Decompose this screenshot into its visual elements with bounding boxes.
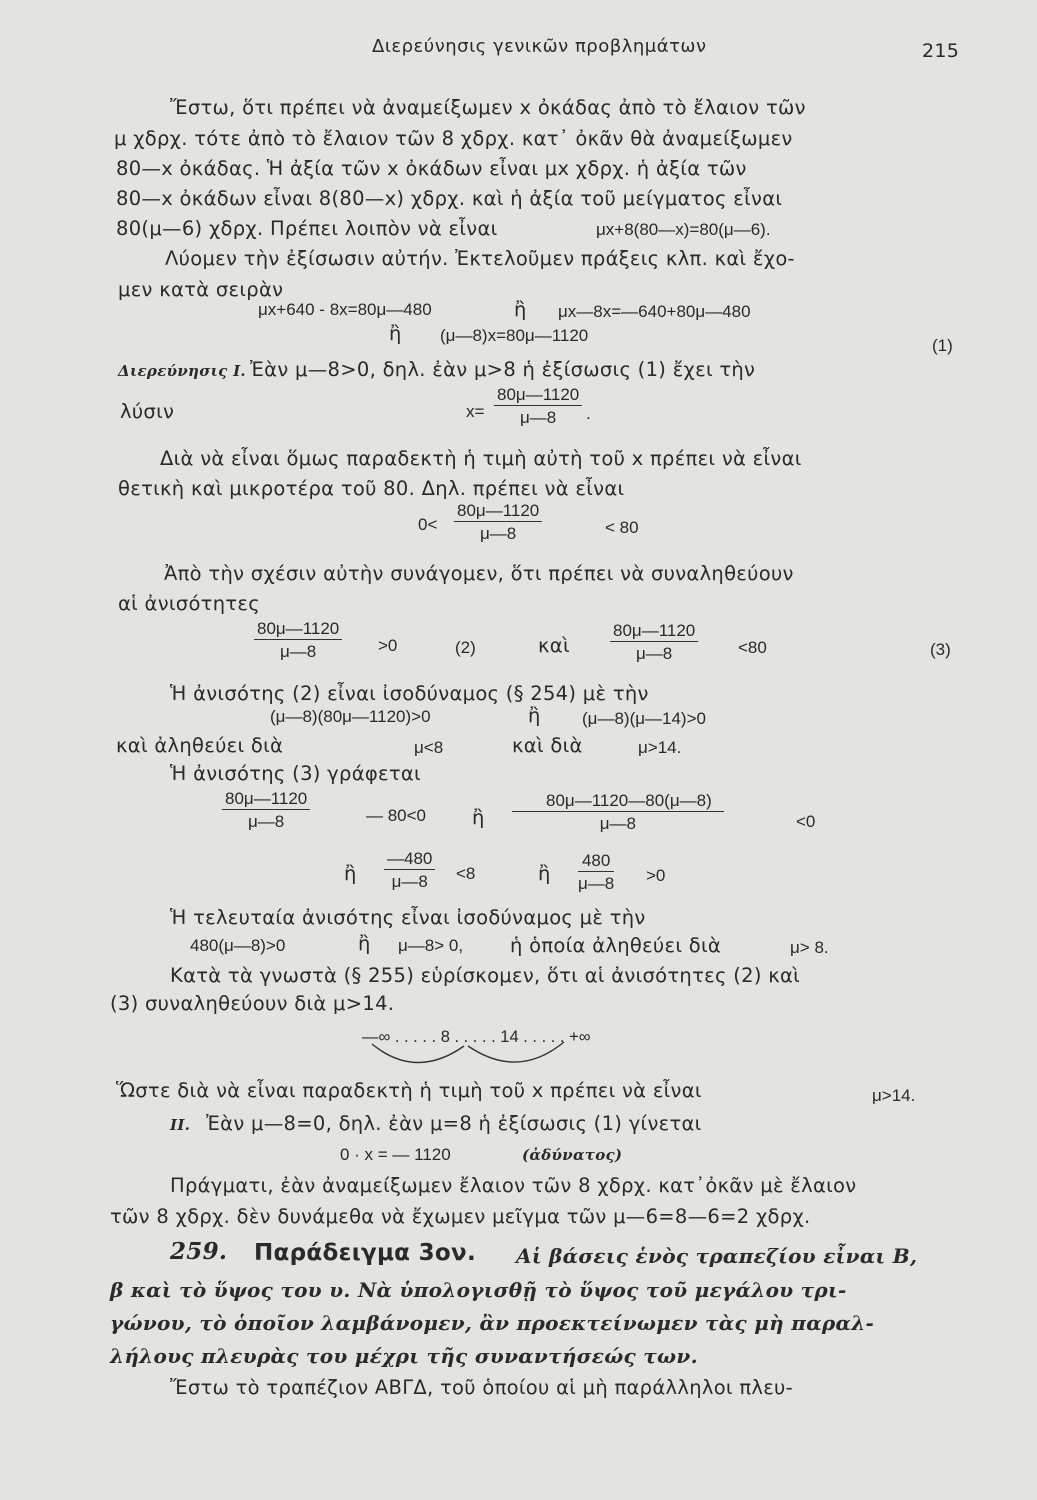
- section-title: Παράδειγμα 3ον.: [254, 1240, 476, 1266]
- fraction-numerator: 80μ—1120: [222, 790, 310, 810]
- text-line: γώνου, τὸ ὁποῖον λαμβάνομεν, ἂν προεκτείνωμεν τὰς μὴ παραλ-: [110, 1311, 875, 1335]
- text-line: Αἱ βάσεις ἑνὸς τραπεζίου εἶναι Β,: [516, 1244, 918, 1268]
- running-header: Διερεύνησις γενικῶν προβλημάτων: [372, 36, 707, 57]
- equation: <8: [456, 864, 476, 883]
- fraction-denominator: μ—8: [578, 874, 615, 893]
- text-line: μ χδρχ. τότε ἀπὸ τὸ ἔλαιον τῶν 8 χδρχ. κατ᾽ ὀκᾶν θὰ ἀναμείξωμεν: [114, 127, 793, 150]
- text-line: Ἔστω τὸ τραπέζιον ΑΒΓΔ, τοῦ ὁποίου αἱ μὴ παράλληλοι πλευ-: [170, 1376, 793, 1399]
- equation: x=: [466, 402, 485, 421]
- equation: μx—8x=—640+80μ—480: [558, 302, 751, 321]
- section-label: Διερεύνησις Ι.: [118, 362, 246, 380]
- text-line: καὶ: [538, 634, 570, 657]
- text-line: Διὰ νὰ εἶναι ὅμως παραδεκτὴ ἡ τιμὴ αὐτὴ τοῦ x πρέπει νὰ εἶναι: [160, 447, 802, 470]
- text-line: Ἐὰν μ—8=0, δηλ. ἐὰν μ=8 ἡ ἐξίσωσις (1) γίνεται: [206, 1112, 702, 1135]
- text-line: 80—x ὀκάδων εἶναι 8(80—x) χδρχ. καὶ ἡ ἀξία τοῦ μείγματος εἶναι: [116, 187, 783, 210]
- text-line: λήλους πλευρὰς του μέχρι τῆς συναντήσεώς των.: [110, 1344, 698, 1368]
- equation: >0: [646, 866, 666, 885]
- text-line: 80—x ὀκάδας. Ἡ ἀξία τῶν x ὀκάδων εἶναι μx χδρχ. ἡ ἀξία τῶν: [116, 157, 747, 180]
- text-line: Λύομεν τὴν ἐξίσωσιν αὐτήν. Ἐκτελοῦμεν πράξεις κλπ. καὶ ἔχο-: [165, 247, 795, 270]
- text-line: θετικὴ καὶ μικροτέρα τοῦ 80. Δηλ. πρέπει νὰ εἶναι: [118, 477, 625, 500]
- text-line: καὶ ἀληθεύει διὰ: [116, 734, 284, 757]
- text-line: ἢ: [358, 932, 371, 955]
- fraction-numerator: 80μ—1120—80(μ—8): [512, 792, 724, 812]
- equation: (μ—8)x=80μ—1120: [440, 326, 589, 345]
- fraction: [222, 790, 310, 830]
- fraction-numerator: —480: [384, 850, 435, 870]
- text-line: ἢ: [514, 298, 527, 321]
- page-number: 215: [922, 40, 960, 62]
- fraction: [494, 386, 582, 426]
- fraction-numerator: 80μ—1120: [454, 502, 542, 522]
- fraction: [384, 850, 435, 890]
- text-line: ἢ: [344, 862, 357, 885]
- punctuation: .: [586, 404, 591, 423]
- fraction-denominator: μ—8: [520, 408, 557, 427]
- text-line: Ἡ ἀνισότης (2) εἶναι ἰσοδύναμος (§ 254) μὲ τὴν: [170, 682, 649, 705]
- section-label: ΙΙ.: [170, 1116, 191, 1134]
- text-line: Ἔστω, ὅτι πρέπει νὰ ἀναμείξωμεν x ὀκάδας ἀπὸ τὸ ἔλαιον τῶν: [170, 96, 806, 119]
- equation: (μ—8)(μ—14)>0: [582, 709, 706, 728]
- fraction: [610, 622, 698, 662]
- section-number: 259.: [170, 1238, 228, 1265]
- equation: μx+640 - 8x=80μ—480: [258, 300, 432, 319]
- text-line: τῶν 8 χδρχ. δὲν δυνάμεθα νὰ ἔχωμεν μεῖγμα τῶν μ—6=8—6=2 χδρχ.: [110, 1205, 811, 1228]
- text-line: μεν κατὰ σειρὰν: [118, 278, 284, 301]
- equation: 0<: [418, 515, 438, 534]
- equation: 480(μ—8)>0: [190, 936, 286, 955]
- equation-tag: (1): [932, 336, 953, 355]
- equation: μ>14.: [638, 738, 682, 757]
- equation-tag: (2): [455, 638, 476, 657]
- fraction-numerator: 80μ—1120: [254, 620, 342, 640]
- equation: >0: [378, 636, 398, 655]
- text-line: καὶ διὰ: [512, 734, 583, 757]
- text-line: Ἀπὸ τὴν σχέσιν αὐτὴν συνάγομεν, ὅτι πρέπει νὰ συναληθεύουν: [164, 562, 794, 585]
- text-line: ἢ: [528, 704, 541, 727]
- fraction-numerator: 80μ—1120: [494, 386, 582, 406]
- equation: 0 · x = — 1120: [340, 1145, 451, 1164]
- fraction: [254, 620, 342, 660]
- text-line: (3) συναληθεύουν διὰ μ>14.: [110, 992, 395, 1015]
- equation-tag: (3): [930, 640, 951, 659]
- equation: μx+8(80—x)=80(μ—6).: [596, 220, 771, 239]
- text-line: ἢ: [472, 806, 485, 829]
- equation: μ> 8.: [790, 938, 829, 957]
- text-line: Ἡ ἀνισότης (3) γράφεται: [170, 762, 421, 785]
- fraction-denominator: μ—8: [248, 812, 285, 831]
- text-line: 80(μ—6) χδρχ. Πρέπει λοιπὸν νὰ εἶναι: [116, 217, 498, 240]
- fraction-denominator: μ—8: [599, 814, 636, 833]
- fraction-denominator: μ—8: [280, 642, 317, 661]
- fraction: [578, 852, 614, 892]
- text-line: Ἡ τελευταία ἀνισότης εἶναι ἰσοδύναμος μὲ τὴν: [170, 906, 646, 929]
- text-line: λύσιν: [120, 400, 175, 423]
- text-line: ἢ: [389, 322, 402, 345]
- fraction-denominator: μ—8: [480, 524, 517, 543]
- equation: <0: [796, 812, 816, 831]
- equation: <80: [738, 638, 767, 657]
- text-line: Κατὰ τὰ γνωστὰ (§ 255) εὑρίσκομεν, ὅτι αἱ ἀνισότητες (2) καὶ: [170, 964, 801, 987]
- equation: μ>14.: [872, 1086, 916, 1105]
- fraction-denominator: μ—8: [391, 872, 428, 891]
- equation: (μ—8)(80μ—1120)>0: [270, 707, 431, 726]
- text-line: αἱ ἀνισότητες: [118, 592, 261, 615]
- fraction-numerator: 480: [578, 852, 614, 872]
- equation: < 80: [605, 518, 639, 537]
- text-line: Πράγματι, ἐὰν ἀναμείξωμεν ἔλαιον τῶν 8 χδρχ. κατ᾽ὀκᾶν μὲ ἔλαιον: [170, 1174, 857, 1197]
- equation: μ—8> 0,: [398, 936, 464, 955]
- text-line: Ἐὰν μ—8>0, δηλ. ἐὰν μ>8 ἡ ἐξίσωσις (1) ἔχει τὴν: [250, 358, 756, 381]
- equation: — 80<0: [366, 806, 427, 825]
- fraction: [454, 502, 542, 542]
- fraction: [512, 792, 724, 832]
- fraction-numerator: 80μ—1120: [610, 622, 698, 642]
- number-line: —∞ . . . . . 8 . . . . . 14 . . . . . +∞: [362, 1028, 591, 1046]
- text-line: ἢ: [538, 862, 551, 885]
- equation: μ<8: [414, 738, 444, 757]
- italic-note: (ἀδύνατος): [522, 1146, 623, 1164]
- number-line-arcs: [368, 1040, 568, 1070]
- fraction-denominator: μ—8: [636, 644, 673, 663]
- text-line: Ὥστε διὰ νὰ εἶναι παραδεκτὴ ἡ τιμὴ τοῦ x πρέπει νὰ εἶναι: [116, 1079, 702, 1102]
- text-line: ἡ ὁποία ἀληθεύει διὰ: [510, 934, 722, 957]
- text-line: β καὶ τὸ ὕψος του υ. Νὰ ὑπολογισθῇ τὸ ὕψος τοῦ μεγάλου τρι-: [110, 1278, 847, 1302]
